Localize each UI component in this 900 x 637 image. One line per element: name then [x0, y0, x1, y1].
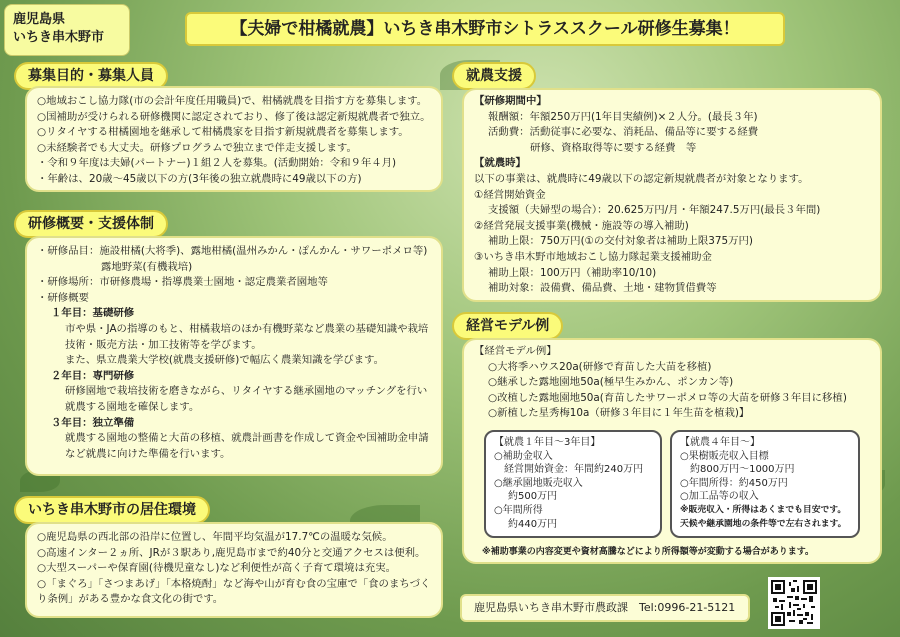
year1-title: １年目：基礎研修 — [51, 307, 135, 320]
model-line: ○継承した露地園地50a(極早生みかん、ポンカン等) — [488, 376, 734, 389]
region-line-1: 鹿児島県 — [13, 12, 66, 27]
year2-text: 研修園地で栽培技術を磨きながら、リタイヤする継承園地のマッチングを行い — [65, 385, 428, 398]
model-box-line: 約440万円 — [508, 518, 558, 530]
training-items-line: ・研修品目：施設柑橘(大将季)、露地柑橘(温州みかん・ぽんかん・サワーポメロ等) — [37, 245, 428, 257]
model-box-line: ○補助金収入 — [494, 450, 553, 462]
year1-text: 市や県・JAの指導のもと、柑橘栽培のほか有機野菜など農業の基礎知識や栽培 — [65, 322, 429, 335]
model-box-line: 約500万円 — [508, 491, 558, 503]
training-heading: 研修概要・支援体制 — [14, 210, 168, 238]
support-panel — [462, 88, 882, 302]
year3-title: ３年目：独立準備 — [51, 416, 135, 429]
model-heading: 経営モデル例 — [452, 312, 563, 340]
period-title: 【研修期間中】 — [474, 95, 547, 107]
page-title: 【夫婦で柑橘就農】いちき串木野市シトラススクール研修生募集！ — [185, 12, 785, 46]
model-box-years-1-3 — [484, 430, 662, 538]
living-panel — [25, 522, 443, 618]
support-item-detail: 補助対象：設備費、備品費、土地・建物賃借費等 — [488, 282, 717, 295]
living-line: り条例」がある豊かな食文化の街です。 — [37, 593, 224, 606]
model-box-line: ○加工品等の収入 — [680, 491, 759, 503]
model-line: ○大将季ハウス20a(研修で育苗した大苗を移植) — [488, 360, 712, 373]
purpose-heading: 募集目的・募集人員 — [14, 62, 168, 90]
model-box-line: ○継承園地販売収入 — [494, 477, 583, 489]
model-footnote: ※補助事業の内容変更や資材高騰などにより所得額等が変動する場合があります。 — [482, 547, 815, 557]
activity-line: 活動費：活動従事に必要な、消耗品、備品等に要する経費 — [488, 126, 759, 139]
year2-text: 就農する園地を確保します。 — [65, 400, 200, 413]
support-item-title: ③いちき串木野市地域おこし協力隊起業支援補助金 — [474, 250, 712, 263]
model-box-title: 【就農４年目～】 — [680, 437, 760, 448]
region-label — [4, 4, 130, 56]
contact-box: 鹿児島県いちき串木野市農政課 Tel:0996-21-5121 — [460, 594, 750, 622]
model-line: ○新植した星秀梅10a（研修３年目に１年生苗を植栽)】 — [488, 407, 750, 420]
model-line: ○改植した露地園地50a(育苗したサワーポメロ等の大苗を研修３年目に移植) — [488, 391, 847, 404]
purpose-line: ○リタイヤする柑橘園地を継承して柑橘農家を目指す新規就農者を募集します。 — [37, 126, 409, 139]
living-heading: いちき串木野市の居住環境 — [14, 496, 210, 524]
purpose-line: ・令和９年度は夫婦(パートナー)１組２人を募集。(活動開始：令和９年４月) — [37, 157, 397, 170]
support-heading: 就農支援 — [452, 62, 536, 90]
training-panel — [25, 236, 443, 476]
purpose-line: ○地域おこし協力隊(市の会計年度任用職員)で、柑橘就農を目指す方を募集します。 — [37, 95, 428, 107]
year3-text: 就農する園地の整備と大苗の移植、就農計画書を作成して資金や国補助金申請 — [65, 432, 429, 445]
model-box-line: 経営開始資金：年間約240万円 — [504, 464, 644, 476]
model-box-note: ※販売収入・所得はあくまでも目安です。 — [680, 504, 847, 515]
living-line: ○鹿児島県の西北部の沿岸に位置し、年間平均気温が17.7℃の温暖な気候。 — [37, 531, 393, 543]
model-box-note: 天候や継承園地の条件等で左右されます。 — [680, 518, 847, 529]
model-box-line: 約800万円～1000万円 — [690, 464, 795, 476]
region-line-2: いちき串木野市 — [13, 30, 105, 45]
model-box-year-4 — [670, 430, 860, 538]
purpose-line: ・年齢は、20歳～45歳以下の方(3年後の独立就農時に49歳以下の方) — [37, 172, 362, 185]
qr-code-icon[interactable] — [768, 577, 820, 629]
living-line: ○高速インター２ヵ所、JRが３駅あり,鹿児島市まで約40分と交通アクセスは便利。 — [37, 546, 426, 559]
training-overview: ・研修概要 — [37, 291, 89, 304]
support-item-title: ①経営開始資金 — [474, 188, 546, 201]
model-box-line: ○年間所得：約450万円 — [680, 477, 788, 489]
startup-title: 【就農時】 — [474, 157, 526, 170]
model-subtitle: 【経営モデル例】 — [474, 345, 557, 357]
year1-text: また、県立農業大学校(就農支援研修)で幅広く農業知識を学びます。 — [65, 354, 384, 367]
living-line: ○「まぐろ」「さつまあげ」「本格焼酎」など海や山が育む食の宝庫で「食のまちづく — [37, 577, 431, 590]
startup-intro: 以下の事業は、就農時に49歳以下の認定新規就農者が対象となります。 — [474, 172, 809, 185]
year3-text: など就農に向けた準備を行います。 — [65, 447, 231, 460]
year1-text: 技術・販売方法・加工技術等を学びます。 — [65, 338, 262, 351]
purpose-panel — [25, 86, 443, 192]
support-item-detail: 補助上限：750万円(①の交付対象者は補助上限375万円) — [488, 235, 753, 248]
support-item-title: ②経営発展支援事業(機械・施設等の導入補助) — [474, 219, 689, 232]
model-box-line: ○年間所得 — [494, 504, 543, 516]
living-line: ○大型スーパーや保育園(待機児童なし)など利便性が高く子育て環境は充実。 — [37, 562, 397, 575]
model-box-line: ○果樹販売収入目標 — [680, 450, 769, 462]
reward-line: 報酬額：年額250万円(1年目実績例)×２人分。(最長３年) — [488, 110, 758, 123]
purpose-line: ○未経験者でも大丈夫。研修プログラムで独立まで伴走支援します。 — [37, 141, 357, 154]
activity-line: 研修、資格取得等に要する経費 等 — [530, 141, 697, 154]
model-box-title: 【就農１年目～3年目】 — [494, 437, 601, 448]
support-item-detail: 支援額（夫婦型の場合）：20.625万円/月・年額247.5万円(最長３年間) — [488, 204, 821, 217]
purpose-line: ○国補助が受けられる研修機関に認定されており、修了後は認定新規就農者で独立。 — [37, 110, 431, 123]
training-items-line: 露地野菜(有機栽培) — [101, 260, 193, 273]
training-place: ・研修場所：市研修農場・指導農業士園地・認定農業者園地等 — [37, 276, 328, 289]
year2-title: ２年目：専門研修 — [51, 369, 135, 382]
support-item-detail: 補助上限：100万円（補助率10/10) — [488, 266, 657, 279]
